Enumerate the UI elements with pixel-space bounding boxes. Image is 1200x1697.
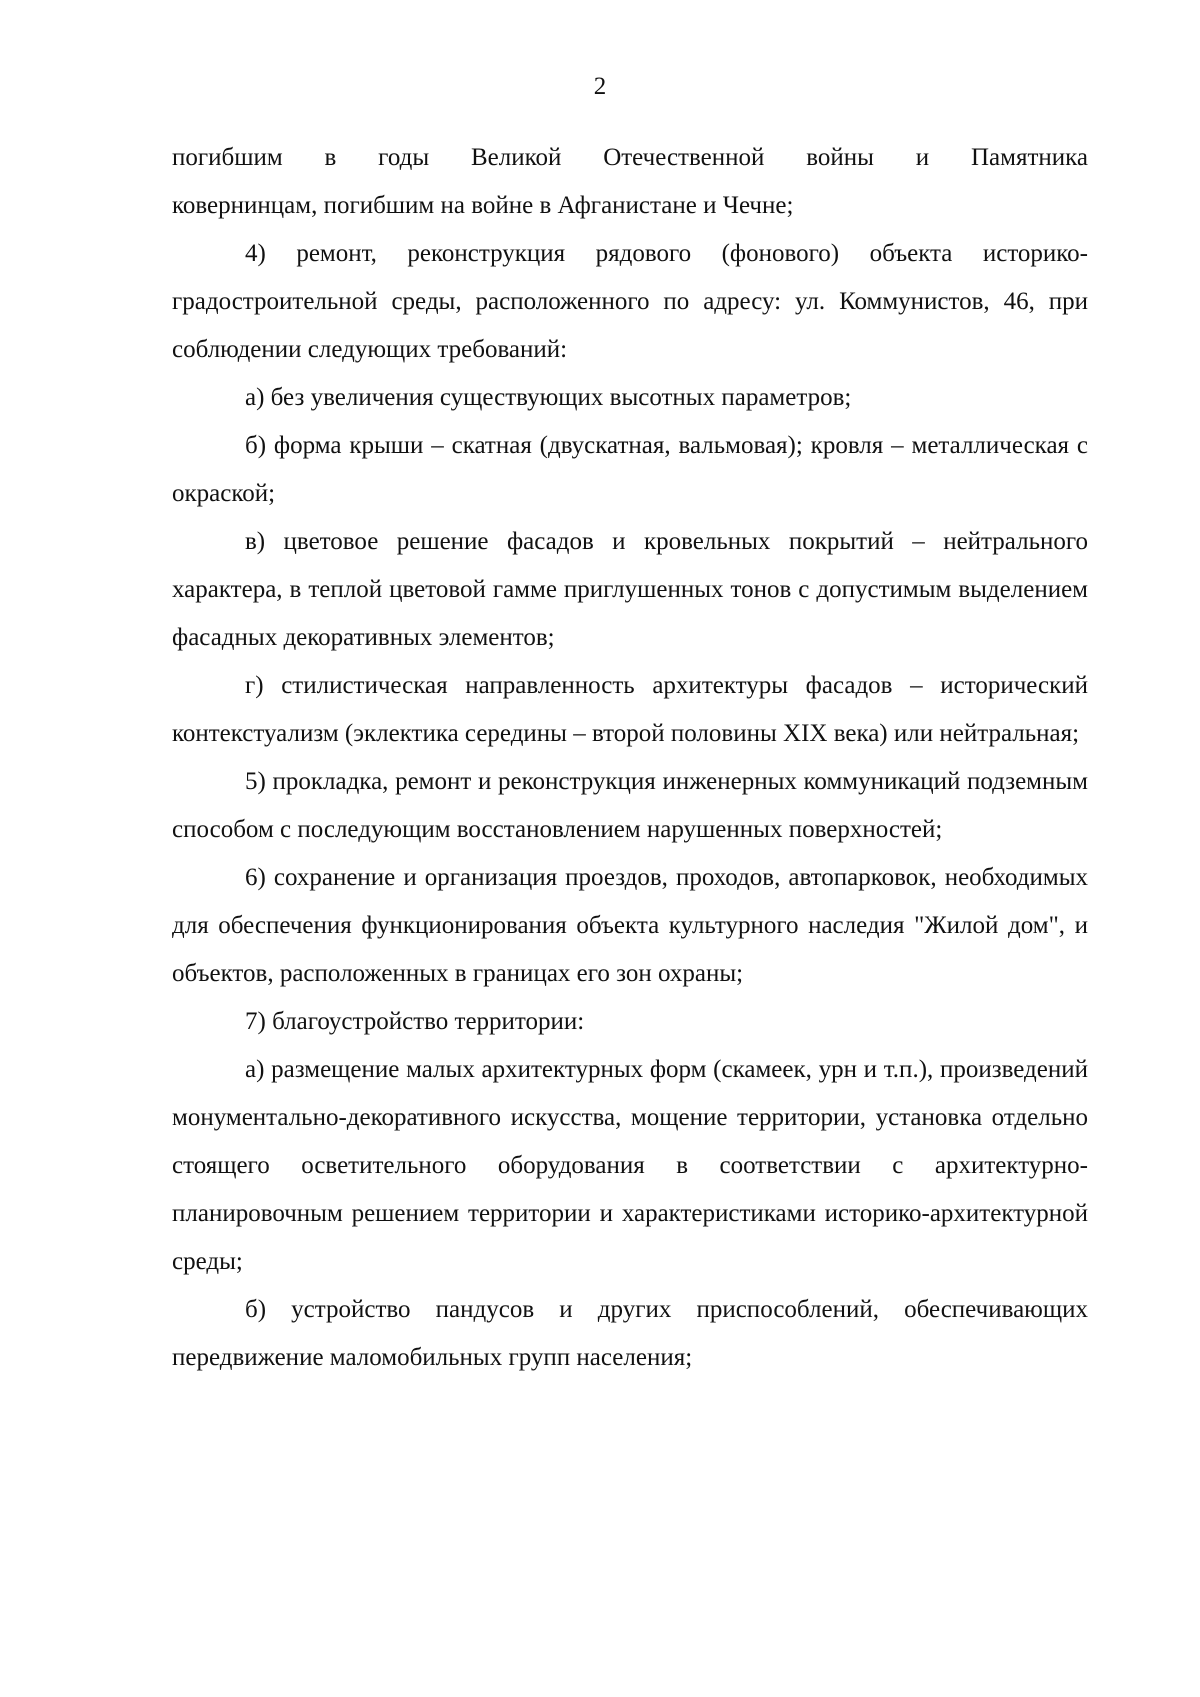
paragraph-subitem-b: б) устройство пандусов и других приспособлений, обеспечивающих передвижение маломобильных групп населения; — [172, 1296, 1088, 1371]
paragraph-subitem-b: б) форма крыши – скатная (двускатная, вальмовая); кровля – металлическая с окраской; — [172, 432, 1088, 507]
paragraph-item-4: 4) ремонт, реконструкция рядового (фонового) объекта историко-градостроительной среды, расположенного по адресу: ул. Коммунистов, 46, при соблюдении следующих требований: — [172, 240, 1088, 363]
paragraph-line: ковернинцам, погибшим на войне в Афганистане и Чечне; — [172, 192, 794, 219]
paragraph-subitem-a: а) без увеличения существующих высотных параметров; — [245, 384, 852, 411]
paragraph-subitem-g: г) стилистическая направленность архитектуры фасадов – исторический контекстуализм (эклектика середины – второй половины XIX века) или нейтральная; — [172, 672, 1088, 747]
document-body — [172, 134, 1088, 1382]
paragraph-subitem-a: а) размещение малых архитектурных форм (скамеек, урн и т.п.), произведений монументально-декоративного искусства, мощение территории, установка отдельно стоящего осветительного оборудования в соответствии с архитектурно-планировочным решением территории и характеристиками историко-архитектурной среды; — [172, 1056, 1088, 1275]
paragraph-continuation — [172, 134, 1088, 230]
paragraph-item-6: 6) сохранение и организация проездов, проходов, автопарковок, необходимых для обеспечения функционирования объекта культурного наследия "Жилой дом", и объектов, расположенных в границах его зон охраны; — [172, 864, 1088, 987]
paragraph-line: погибшим в годы Великой Отечественной войны и Памятника — [172, 144, 1088, 171]
paragraph-subitem-v: в) цветовое решение фасадов и кровельных покрытий – нейтрального характера, в теплой цветовой гамме приглушенных тонов с допустимым выделением фасадных декоративных элементов; — [172, 528, 1088, 651]
paragraph-item-7: 7) благоустройство территории: — [245, 1008, 585, 1035]
paragraph-item-5: 5) прокладка, ремонт и реконструкция инженерных коммуникаций подземным способом с последующим восстановлением нарушенных поверхностей; — [172, 768, 1088, 843]
page-number: 2 — [593, 73, 607, 100]
